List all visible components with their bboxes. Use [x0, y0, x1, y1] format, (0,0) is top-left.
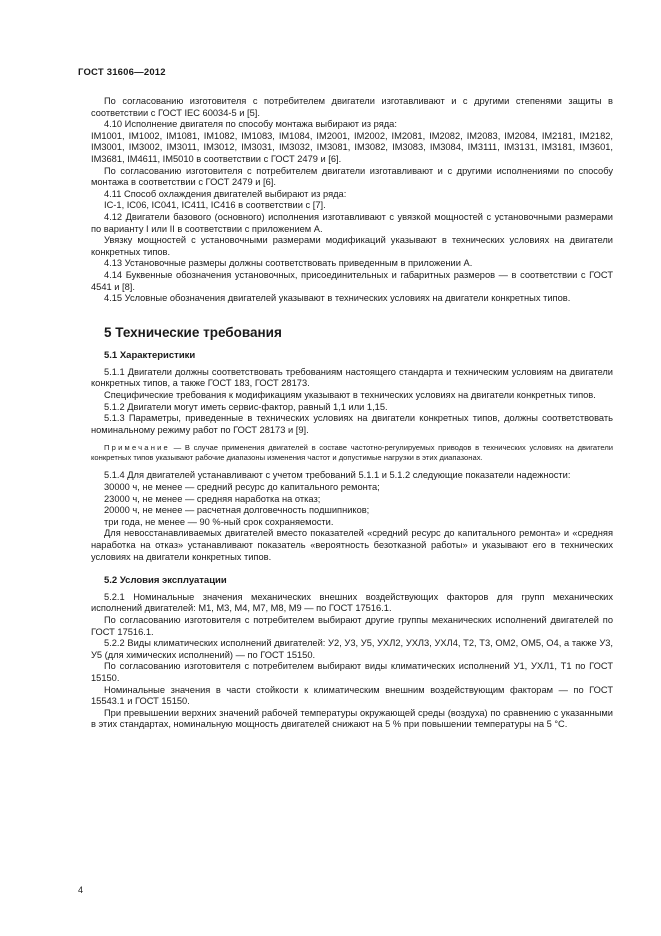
note — [91, 443, 613, 463]
paragraph: При превышении верхних значений рабочей температуры окружающей среды (воздуха) по сравнению с указанными в этих стандартах, номинальную мощность двигателей снижают на 5 % при повышении температуры на 5 °С. — [91, 707, 613, 730]
paragraph: По согласованию изготовителя с потребителем двигатели изготавливают и с другими степенями защиты в соответствии с ГОСТ IEC 60034-5 и [5]. — [91, 96, 613, 118]
paragraph: 4.12 Двигатели базового (основного) исполнения изготавливают с увязкой мощностей с установочными размерами по варианту I или II в соответствии с приложением А. — [91, 211, 613, 234]
paragraph: IC-1, IC06, IC041, IC411, IC416 в соответствии с [7]. — [104, 200, 326, 211]
paragraph: 5.1.4 Для двигателей устанавливают с учетом требований 5.1.1 и 5.1.2 следующие показатели надежности: — [104, 470, 571, 481]
note-label: Примечание — [104, 443, 170, 453]
section-title: 5 Технические требования — [104, 324, 282, 340]
paragraph: По согласованию изготовителя с потребителем выбирают виды климатических исполнений У1, УХЛ1, Т1 по ГОСТ 15150. — [91, 661, 613, 683]
paragraph: 4.14 Буквенные обозначения установочных, присоединительных и габаритных размеров — в соответствии с ГОСТ 4541 и [8]. — [91, 269, 613, 292]
paragraph: 5.1.2 Двигатели могут иметь сервис-фактор, равный 1,1 или 1,15. — [104, 401, 388, 412]
subsection-title: 5.1 Характеристики — [104, 350, 196, 362]
paragraph: 4.13 Установочные размеры должны соответствовать приведенным в приложении А. — [104, 258, 473, 269]
list-item: 20000 ч, не менее — расчетная долговечность подшипников; — [104, 505, 370, 516]
list-item: 30000 ч, не менее — средний ресурс до капитального ремонта; — [104, 482, 380, 493]
paragraph: 5.2.2 Виды климатических исполнений двигателей: У2, У3, У5, УХЛ2, УХЛ3, УХЛ4, Т2, Т3, ОМ2, ОМ5, О4, а также У3, У5 (для химических исполнений) — по ГОСТ 15150. — [91, 638, 613, 660]
paragraph: 5.1.1 Двигатели должны соответствовать требованиям настоящего стандарта и техническим условиям на двигатели конкретных типов, а также ГОСТ 183, ГОСТ 28173. — [91, 366, 613, 389]
note-text: — В случае применения двигателей в составе частотно-регулируемых приводов в технических условиях на двигатели конкретных типов указывают рабочие диапазоны изменения частот и допустимые нагрузки в этих диапазонах. — [91, 443, 613, 463]
paragraph: Увязку мощностей с установочными размерами модификаций указывают в технических условиях на двигатели конкретных типов. — [91, 235, 613, 257]
page-number: 4 — [78, 885, 84, 895]
paragraph: Для невосстанавливаемых двигателей вместо показателей «средний ресурс до капитального ремонта» и «средняя наработка на отказ» устанавливают показатель «вероятность безотказной работы» и указывают его в технических условиях на двигатели конкретных типов. — [91, 528, 613, 562]
paragraph: По согласованию изготовителя с потребителем выбирают другие группы механических исполнений двигателей по ГОСТ 17516.1. — [91, 614, 613, 637]
document-header: ГОСТ 31606—2012 — [78, 67, 166, 78]
list-item: 23000 ч, не менее — средняя наработка на отказ; — [104, 493, 321, 504]
paragraph: Номинальные значения в части стойкости к климатическим внешним воздействующим факторам — по ГОСТ 15543.1 и ГОСТ 15150. — [91, 684, 613, 707]
document-body — [91, 96, 613, 731]
paragraph: 4.15 Условные обозначения двигателей указывают в технических условиях на двигатели конкретных типов. — [104, 293, 571, 304]
paragraph: IM1001, IM1002, IM1081, IM1082, IM1083, IM1084, IM2001, IM2002, IM2081, IM2082, IM2083, IM2084, IM2181, IM2182, IM3001, IM3002, IM3011, IM3012, IM3031, IM3032, IM3081, IM3082, IM3083, IM3084, IM3111, IM3131, IM3181, IM3601, IM3681, IM4611, IM5010 в соответствии с ГОСТ 2479 и [6]. — [91, 130, 613, 164]
paragraph: 5.2.1 Номинальные значения механических внешних воздействующих факторов для групп механических исполнений двигателей: М1, М3, М4, М7, М8, М9 — по ГОСТ 17516.1. — [91, 591, 613, 614]
paragraph: По согласованию изготовителя с потребителем двигатели изготавливают и с другими исполнениями по способу монтажа в соответствии с ГОСТ 2479 и [6]. — [91, 165, 613, 188]
paragraph: 5.1.3 Параметры, приведенные в технических условиях на двигатели конкретных типов, должны соответствовать номинальному режиму работ по ГОСТ 28173 и [9]. — [91, 413, 613, 435]
subsection-title: 5.2 Условия эксплуатации — [104, 575, 227, 587]
paragraph: Специфические требования к модификациям указывают в технических условиях на двигатели конкретных типов. — [104, 390, 596, 401]
paragraph: 4.10 Исполнение двигателя по способу монтажа выбирают из ряда: — [104, 119, 397, 130]
list-item: три года, не менее — 90 %-ный срок сохраняемости. — [104, 516, 334, 527]
reliability-list — [91, 482, 613, 528]
paragraph: 4.11 Способ охлаждения двигателей выбирают из ряда: — [104, 188, 347, 199]
